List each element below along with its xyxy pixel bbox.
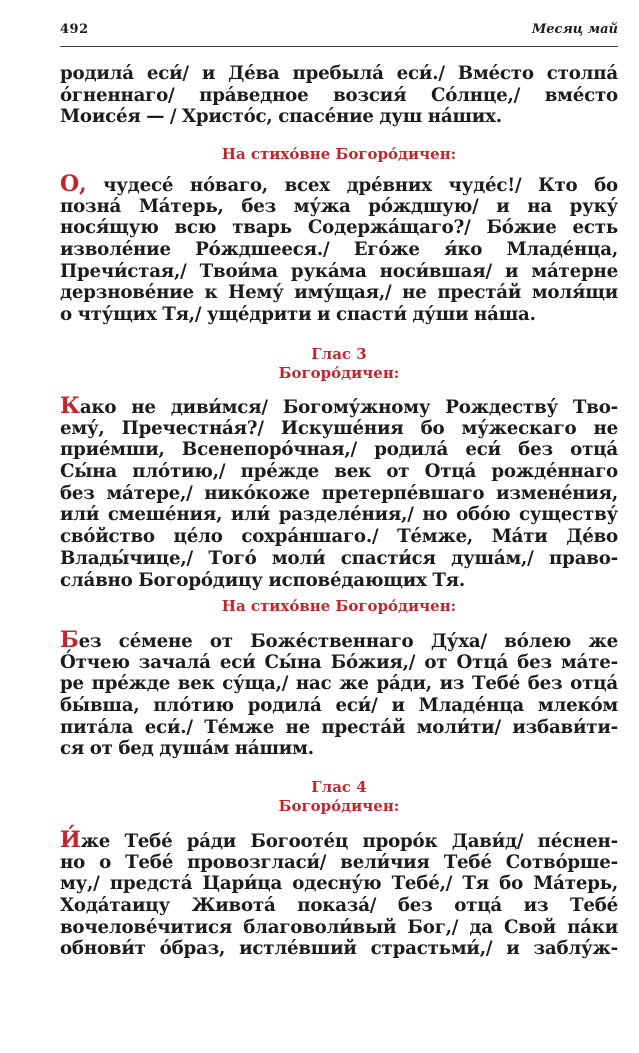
text-line: ся от бед душа́м на́шим. bbox=[60, 738, 314, 760]
text-line: бы́вша, пло́тию родила́ еси́/ и Младе́нца млеко́м bbox=[60, 695, 618, 717]
drop-initial: К bbox=[60, 393, 80, 419]
line-text: ако не диви́мся/ Богому́жному Рождеству́ Тво- bbox=[79, 397, 618, 418]
drop-initial: И́ bbox=[60, 827, 81, 853]
text-line: но о Тебе́ провозгласи́/ вели́чия Тебе́ Сотво́рше- bbox=[60, 851, 618, 873]
line-text: ез се́мене от Боже́ственнаго Ду́ха/ во́лею же bbox=[78, 631, 618, 652]
text-line: сво́йство це́ло сохра́ншаго./ Те́мже, Ма́ти Де́во bbox=[60, 526, 618, 548]
text-line: обнови́т о́браз, истле́вший страстьми́,/ и заблу́ж- bbox=[60, 938, 618, 960]
running-title: Месяц май bbox=[531, 22, 618, 37]
text-line: Пречи́стая,/ Твои́ма рука́ма носи́вшая/ и ма́терне bbox=[60, 260, 618, 282]
page-number: 492 bbox=[60, 22, 89, 37]
tone-heading: Глас 3 bbox=[311, 345, 367, 363]
continuation-paragraph bbox=[60, 63, 618, 128]
text-line bbox=[60, 827, 618, 853]
text-line: о́гненнаго/ пра́ведное возсия́ Со́лнце,/ вме́сто bbox=[60, 84, 618, 106]
text-line: ему́, Пречестна́я?/ Искуше́ния бо му́жескаго не bbox=[60, 417, 618, 439]
text-line: сла́вно Богоро́дицу испове́дающих Тя. bbox=[60, 569, 466, 591]
theotokion-paragraph bbox=[60, 393, 618, 591]
text-line: родила́ еси́/ и Де́ва пребыла́ еси́./ Вме́сто столпа́ bbox=[60, 63, 618, 84]
text-line: изволе́ние Ро́ждшееся./ Его́же я́ко Младе́нца, bbox=[60, 239, 618, 261]
text-line: ре пре́жде век су́ща,/ нас же ра́ди, из Тебе́ без отца́ bbox=[60, 673, 618, 695]
text-line: или́ смеше́ния, или́ разделе́ния,/ но обо́ю существу́ bbox=[60, 504, 618, 526]
line-text: же Тебе́ ра́ди Богооте́ц проро́к Дави́д/ пе́снен- bbox=[80, 831, 618, 852]
theotokion-paragraph bbox=[60, 827, 618, 960]
text-line: Влады́чице,/ Того́ моли́ спасти́ся душа́м,/ право- bbox=[60, 547, 618, 569]
drop-initial: Б bbox=[60, 627, 79, 653]
stichera-paragraph bbox=[60, 627, 618, 760]
text-line bbox=[60, 393, 618, 419]
line-text: чудесе́ но́ваго, всех дре́вних чуде́с!/ Кто бо bbox=[86, 175, 618, 196]
tone-heading: Глас 4 bbox=[311, 778, 367, 796]
text-line: прие́мши, Всенепоро́чная,/ родила́ еси́ без отца́ bbox=[60, 439, 618, 461]
header-rule bbox=[60, 46, 618, 47]
text-line bbox=[60, 171, 618, 197]
text-line: о чту́щих Тя,/ уще́дрити и спасти́ ду́ши на́ша. bbox=[60, 304, 536, 326]
text-line bbox=[60, 627, 618, 653]
text-line: Хода́таицу Живота́ показа́/ без отца́ из Тебе́ bbox=[60, 895, 618, 917]
rubric-heading: На стихо́вне Богоро́дичен: bbox=[221, 145, 457, 163]
text-line: О́тчею зачала́ еси́ Сы́на Бо́жия,/ от Отца́ без ма́те- bbox=[60, 651, 618, 673]
text-line: без ма́тере,/ нико́коже претерпе́вшаго измене́ния, bbox=[60, 482, 618, 504]
theotokion-heading: Богоро́дичен: bbox=[278, 797, 400, 815]
text-line: позна́ Ма́терь, без му́жа ро́ждшую/ и на руку́ bbox=[60, 195, 618, 217]
text-line: нося́щую всю тварь Содержа́щаго?/ Бо́жие есть bbox=[60, 217, 618, 239]
drop-initial: О, bbox=[60, 171, 87, 197]
text-line: Сы́на пло́тию,/ пре́жде век от Отца́ рожде́ннаго bbox=[60, 461, 618, 483]
rubric-heading: На стихо́вне Богоро́дичен: bbox=[221, 597, 457, 615]
text-line: му,/ предста́ Цари́ца одесну́ю Тебе́,/ Тя бо Ма́терь, bbox=[60, 873, 618, 895]
text-line: Моисе́я — / Христо́с, спасе́ние душ на́ших. bbox=[60, 106, 502, 128]
stichera-paragraph bbox=[60, 171, 618, 326]
theotokion-heading: Богоро́дичен: bbox=[278, 364, 400, 382]
running-head bbox=[60, 22, 618, 42]
text-line: вочелове́читися благоволи́вый Бог,/ да Свой па́ки bbox=[60, 916, 618, 938]
text-line: пита́ла еси́./ Те́мже не преста́й моли́ти/ избави́ти- bbox=[60, 716, 618, 738]
text-line: дерзнове́ние к Нему́ иму́щая,/ не преста́й моля́щи bbox=[60, 282, 618, 304]
